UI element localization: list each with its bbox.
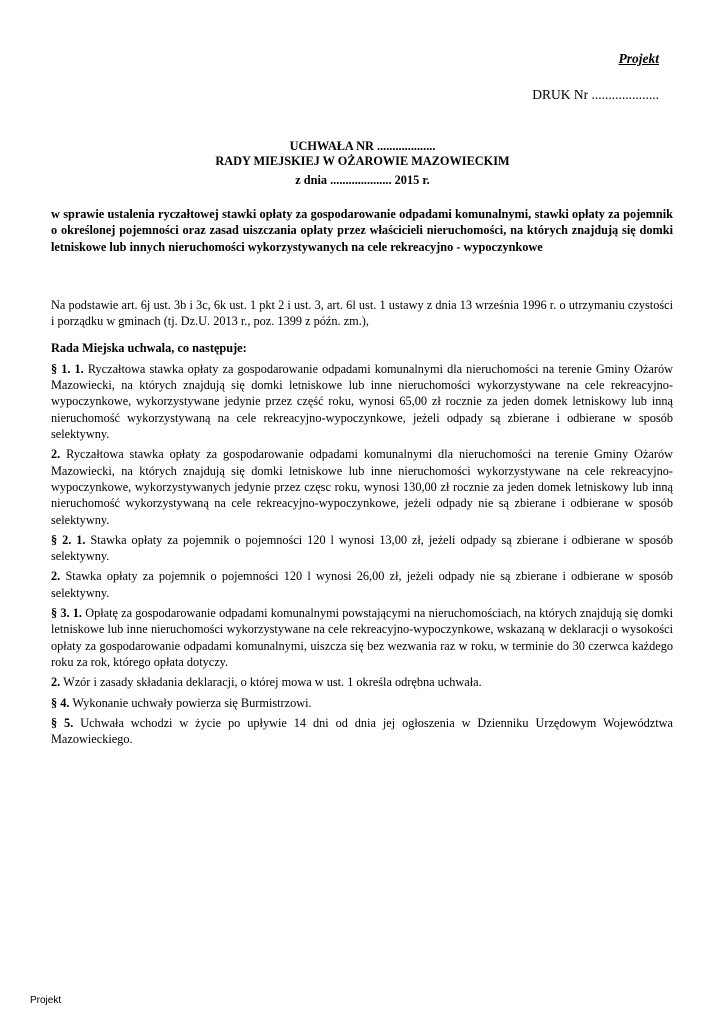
paragraph-text: Ryczałtowa stawka opłaty za gospodarowanie odpadami komunalnymi dla nieruchomości na terenie Gminy Ożarów Mazowiecki, na których znajdują się domki letniskowe lub inne nieruchomości wykorzystywane na cele rekreacyjno-wypoczynkowe, wykorzystywane jedynie przez część roku, wynosi 65,00 zł rocznie za jeden domek letniskowy lub inną nieruchomość wykorzystywaną na cele rekreacyjno-wypoczynkowe, jeżeli odpady są zbierane i odbierane w sposób selektywny. (51, 361, 674, 442)
resolution-number: UCHWAŁA NR ................... (289, 139, 436, 153)
paragraph-1-1 (51, 361, 673, 442)
legal-basis: Na podstawie art. 6j ust. 3b i 3c, 6k ust. 1 pkt 2 i ust. 3, art. 6l ust. 1 ustawy z dnia 13 września 1996 r. o utrzymaniu czystości i porządku w gminach (tj. Dz.U. 2013 r., poz. 1399 z późn. zm.), (51, 298, 673, 329)
druk-number: DRUK Nr .................... (532, 87, 659, 102)
paragraph-text: Wykonanie uchwały powierza się Burmistrzowi. (72, 695, 312, 710)
paragraph-5 (51, 715, 673, 748)
resolution-subject: w sprawie ustalenia ryczałtowej stawki opłaty za gospodarowanie odpadami komunalnymi, stawki opłaty za pojemnik o określonej pojemności oraz zasad uiszczania opłaty przez właścicieli nieruchomości, na których znajdują się domki letniskowe lub innych nieruchomości wykorzystywanych na cele rekreacyjno - wypoczynkowe (51, 207, 673, 254)
paragraph-number: § 5. (51, 715, 74, 730)
paragraph-text: Ryczałtowa stawka opłaty za gospodarowanie odpadami komunalnymi dla nieruchomości na terenie Gminy Ożarów Mazowiecki, na których znajdują się domki letniskowe lub inne nieruchomości wykorzystywane na cele rekreacyjno-wypoczynkowe, wykorzystywanych jedynie przez częsc roku, wynosi 130,00 zł rocznie za jeden domek letniskowy lub inną nieruchomość wykorzystywaną na cele rekreacyjno-wypoczynkowe, jeżeli odpady nie są zbierane i odbierane w sposób selektywny. (51, 447, 674, 527)
paragraph-number: § 1. 1. (51, 361, 84, 376)
paragraph-2-1 (51, 532, 673, 565)
paragraph-number: 2. (51, 569, 61, 584)
paragraph-number: 2. (51, 447, 61, 462)
council-name: RADY MIEJSKIEJ W OŻAROWIE MAZOWIECKIM (215, 154, 510, 168)
paragraph-number: § 4. (51, 695, 70, 710)
council-resolves-heading: Rada Miejska uchwala, co następuje: (51, 340, 247, 355)
resolution-body (51, 297, 673, 751)
paragraph-number: § 2. 1. (51, 532, 86, 547)
paragraph-3-1 (51, 605, 673, 670)
paragraph-text: Stawka opłaty za pojemnik o pojemności 120 l wynosi 13,00 zł, jeżeli odpady są zbierane i odbierane w sposób selektywny. (51, 532, 673, 564)
title-block (0, 139, 725, 188)
paragraph-text: Wzór i zasady składania deklaracji, o której mowa w ust. 1 określa odrębna uchwała. (63, 675, 482, 690)
paragraph-text: Uchwała wchodzi w życie po upływie 14 dni od dnia jej ogłoszenia w Dzienniku Urzędowym Województwa Mazowieckiego. (51, 715, 673, 747)
paragraph-text: Stawka opłaty za pojemnik o pojemności 120 l wynosi 26,00 zł, jeżeli odpady nie są zbierane i odbierane w sposób selektywny. (51, 569, 673, 600)
paragraph-number: 2. (51, 675, 61, 690)
footer-label: Projekt (30, 995, 62, 1006)
paragraph-4 (51, 695, 673, 711)
paragraph-2-2 (51, 568, 673, 601)
paragraph-number: § 3. 1. (51, 606, 82, 621)
paragraph-3-2 (51, 674, 673, 690)
projekt-mark: Projekt (618, 51, 659, 66)
resolution-date: z dnia .................... 2015 r. (295, 173, 430, 187)
paragraph-text: Opłatę za gospodarowanie odpadami komunalnymi powstającymi na nieruchomościach, na których znajdują się domki letniskowe lub inne nieruchomości wykorzystywane na cele rekreacyjno-wypoczynkowe, wskazaną w deklaracji o wysokości opłaty za gospodarowanie odpadami komunalnymi, uiszcza się bez wezwania raz w roku, w terminie do 30 czerwca każdego roku za rok, którego opłata dotyczy. (51, 606, 674, 669)
paragraph-1-2 (51, 446, 673, 527)
